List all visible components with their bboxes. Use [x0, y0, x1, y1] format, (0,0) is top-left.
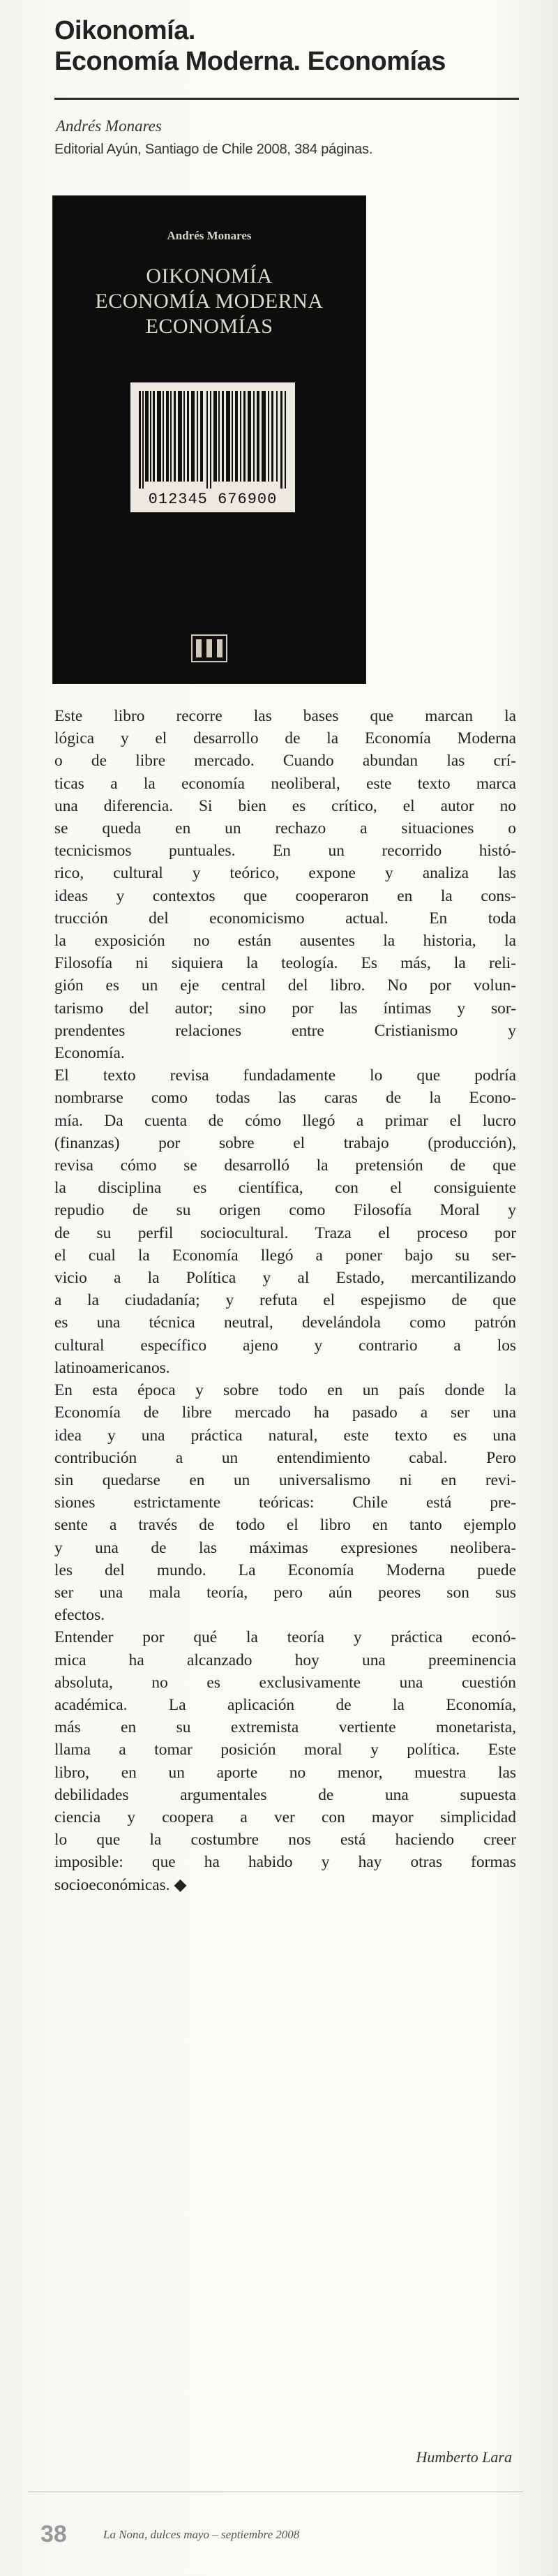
body-line: Economía de libre mercado ha pasado a ser una: [54, 1404, 516, 1422]
body-line: más en su extremista vertiente monetarista,: [54, 1718, 516, 1737]
body-line: nombrarse como todas las caras de la Econo-: [54, 1089, 516, 1108]
body-line: efectos.: [54, 1606, 105, 1625]
body-line: Este libro recorre las bases que marcan la: [54, 707, 516, 725]
title-line-1: Oikonomía.: [54, 16, 195, 45]
body-line: contribución a un entendimiento cabal. Pero: [54, 1448, 516, 1467]
title-divider: [54, 98, 519, 100]
barcode-number: 012345 676900: [148, 491, 278, 508]
body-line: lógica y el desarrollo de la Economía Moderna: [54, 729, 516, 748]
body-line: y una de las máximas expresiones neolibera-: [54, 1538, 516, 1557]
publisher-logo-icon: [189, 631, 229, 666]
book-publisher: Editorial Ayún, Santiago de Chile 2008, 384 páginas.: [54, 142, 373, 157]
cover-title-line-1: OIKONOMÍA: [146, 265, 273, 288]
barcode-icon: [137, 391, 288, 489]
body-line: vicio a la Política y al Estado, mercantilizando: [54, 1269, 516, 1288]
body-line: Entender por qué la teoría y práctica econó-: [54, 1628, 516, 1647]
title-line-2: Economía Moderna. Economías: [54, 47, 446, 76]
body-line: El texto revisa fundadamente lo que podría: [54, 1066, 516, 1085]
cover-author: Andrés Monares: [167, 229, 252, 242]
body-line: ticas a la economía neoliberal, este texto marca: [54, 774, 516, 793]
body-line: el cual la Economía llegó a poner bajo su ser-: [54, 1246, 516, 1265]
footer-publication: La Nona, dulces mayo – septiembre 2008: [103, 2528, 300, 2541]
cover-title-line-2: ECONOMÍA MODERNA: [95, 290, 324, 313]
body-line: socioeconómicas. ◆: [54, 1875, 187, 1894]
article-body: [54, 705, 516, 1896]
body-line: idea y una práctica natural, este texto es una: [54, 1426, 516, 1445]
body-line: En esta época y sobre todo en un país donde la: [54, 1381, 516, 1400]
body-line: revisa cómo se desarrolló la pretensión de que: [54, 1156, 516, 1175]
body-line: ser una mala teoría, pero aún peores son sus: [54, 1583, 516, 1602]
body-line: cultural específico ajeno y contrario a los: [54, 1336, 516, 1355]
body-line: repudio de su origen como Filosofía Moral y: [54, 1201, 516, 1220]
body-line: mica ha alcanzado hoy una preeminencia: [54, 1651, 516, 1669]
body-line: tarismo del autor; sino por las íntimas y sor-: [54, 999, 516, 1018]
cover-title: [52, 264, 366, 339]
body-line: una diferencia. Si bien es crítico, el autor no: [54, 796, 516, 815]
body-line: Economía.: [54, 1044, 125, 1063]
body-line: es una técnica neutral, develándola como patrón: [54, 1313, 516, 1332]
body-line: de su perfil sociocultural. Traza el proceso por: [54, 1223, 516, 1242]
book-cover-image: [52, 195, 366, 684]
body-line: absoluta, no es exclusivamente una cuestión: [54, 1673, 516, 1692]
body-line: se queda en un rechazo a situaciones o: [54, 819, 516, 838]
body-line: ideas y contextos que cooperaron en la cons-: [54, 886, 516, 905]
body-line: prendentes relaciones entre Cristianismo y: [54, 1021, 516, 1040]
page-number: 38: [40, 2521, 67, 2547]
body-line: les del mundo. La Economía Moderna puede: [54, 1561, 516, 1579]
body-line: tecnicismos puntuales. En un recorrido histó-: [54, 842, 516, 861]
body-line: debilidades argumentales de una supuesta: [54, 1785, 516, 1804]
body-line: sin quedarse en un universalismo ni en revi-: [54, 1471, 516, 1489]
book-author: Andrés Monares: [56, 117, 162, 135]
review-signature: Humberto Lara: [416, 2448, 512, 2466]
article-title: [54, 15, 529, 77]
body-line: a la ciudadanía; y refuta el espejismo de que: [54, 1291, 516, 1310]
body-line: llama a tomar posición moral y política. Este: [54, 1741, 516, 1759]
body-line: Filosofía ni siquiera la teología. Es más, la reli-: [54, 954, 516, 973]
body-line: rico, cultural y teórico, expone y analiza las: [54, 864, 516, 883]
body-line: lo que la costumbre nos está haciendo creer: [54, 1831, 516, 1849]
cover-title-line-3: ECONOMÍAS: [145, 315, 273, 338]
body-line: sente a través de todo el libro en tanto ejemplo: [54, 1516, 516, 1535]
body-line: gión es un eje central del libro. No por volun-: [54, 976, 516, 995]
body-line: (finanzas) por sobre el trabajo (producción),: [54, 1133, 516, 1152]
body-line: la exposición no están ausentes la historia, la: [54, 932, 516, 951]
body-line: latinoamericanos.: [54, 1358, 170, 1377]
body-line: la disciplina es científica, con el consiguiente: [54, 1179, 516, 1198]
body-line: siones estrictamente teóricas: Chile está pre-: [54, 1494, 516, 1512]
body-line: académica. La aplicación de la Economía,: [54, 1695, 516, 1714]
cover-barcode: [130, 382, 295, 512]
body-line: libro, en un aporte no menor, muestra las: [54, 1763, 516, 1782]
body-line: imposible: que ha habido y hay otras formas: [54, 1853, 516, 1872]
body-line: trucción del economicismo actual. En toda: [54, 909, 516, 928]
body-line: mía. Da cuenta de cómo llegó a primar el lucro: [54, 1111, 516, 1130]
body-line: o de libre mercado. Cuando abundan las crí-: [54, 752, 516, 770]
body-line: ciencia y coopera a ver con mayor simplicidad: [54, 1808, 516, 1826]
